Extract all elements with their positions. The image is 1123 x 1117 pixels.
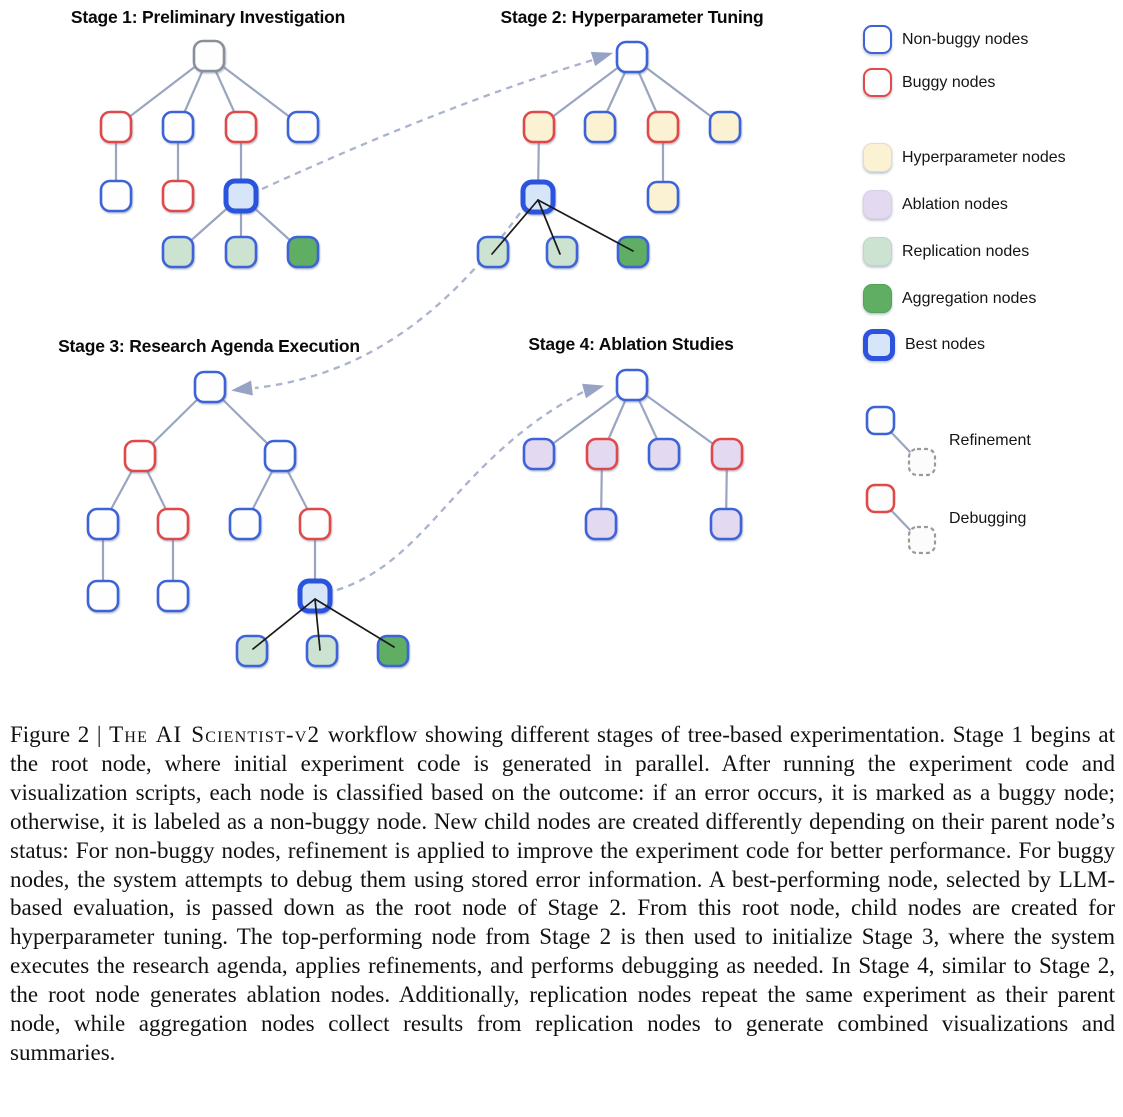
s4-ablation-node xyxy=(711,509,741,539)
legend-label: Best nodes xyxy=(905,336,986,353)
legend-label: Debugging xyxy=(949,510,1027,527)
stage3-edges xyxy=(103,387,315,596)
refinement-edge-icon xyxy=(863,403,943,479)
s1-nonbuggy-node xyxy=(101,181,131,211)
caption-prefix: Figure 2 | xyxy=(10,722,110,747)
buggy-node-swatch xyxy=(863,68,892,97)
stage1-nodes xyxy=(101,41,318,267)
s2-hyperparameter-buggy-node xyxy=(648,112,678,142)
stage2-edges xyxy=(538,57,725,197)
s1-buggy-node xyxy=(163,181,193,211)
s4-ablation-node xyxy=(524,439,554,469)
s3-buggy-node xyxy=(125,441,155,471)
legend-item xyxy=(863,284,1036,313)
s1-aggregation-node xyxy=(288,237,318,267)
legend-item xyxy=(863,68,995,97)
s1-replication-node xyxy=(163,237,193,267)
stage4-nodes xyxy=(524,370,742,539)
s1-best-node xyxy=(226,181,256,211)
non-buggy-node-swatch xyxy=(863,25,892,54)
caption-body: workflow showing different stages of tree-based experimentation. Stage 1 begins at the root node, where initial experiment code is generated in parallel. After running the experiment code and visualization scripts, each node is classified based on the outcome: if an error occurs, it is marked as a buggy node; otherwise, it is labeled as a non-buggy node. New child nodes are created differently depending on their parent node’s status: For non-buggy nodes, refinement is applied to improve the experiment code for better performance. For buggy nodes, the system attempts to debug them using stored error information. A best-performing node, selected by LLM-based evaluation, is passed down as the root node of Stage 2. From this root node, child nodes are created for hyperparameter tuning. The top-performing node from Stage 2 is then used to initialize Stage 3, where the system executes the research agenda, applies refinements, and performs debugging as needed. In Stage 4, similar to Stage 2, the root node generates ablation nodes. Additionally, replication nodes repeat the same experiment as their parent node, while aggregation nodes collect results from replication nodes to generate combined visualizations and summaries. xyxy=(10,722,1115,1065)
legend xyxy=(863,0,1123,695)
legend-label: Non-buggy nodes xyxy=(902,30,1029,48)
s4-ablation-buggy-node xyxy=(712,439,742,469)
arrowhead-s2-icon xyxy=(591,46,615,66)
stage1-title: Stage 1: Preliminary Investigation xyxy=(70,7,346,27)
legend-label: Aggregation nodes xyxy=(902,289,1037,307)
legend-item xyxy=(863,237,1029,266)
stage4-title: Stage 4: Ablation Studies xyxy=(528,334,734,354)
legend-item xyxy=(863,329,985,361)
hyperparameter-node-swatch xyxy=(863,143,892,172)
s2-best-node xyxy=(523,182,553,212)
s3-buggy-node xyxy=(300,509,330,539)
s1-replication-node xyxy=(226,237,256,267)
figure-caption xyxy=(10,721,1115,1068)
s3-replication-node xyxy=(307,636,337,666)
arrowhead-s3-icon xyxy=(230,381,253,398)
legend-refinement xyxy=(863,403,1031,479)
s3-nonbuggy-node xyxy=(265,441,295,471)
s1-root-node xyxy=(194,41,224,71)
caption-system-name: The AI Scientist-v2 xyxy=(109,722,321,747)
stage2-title: Stage 2: Hyperparameter Tuning xyxy=(500,7,764,27)
legend-label: Ablation nodes xyxy=(902,195,1008,213)
legend-item xyxy=(863,25,1028,54)
ablation-node-swatch xyxy=(863,190,892,219)
s4-ablation-node xyxy=(649,439,679,469)
s4-ablation-node xyxy=(586,509,616,539)
legend-label: Hyperparameter nodes xyxy=(902,148,1066,166)
stage1-edges xyxy=(116,56,303,252)
legend-label: Replication nodes xyxy=(902,242,1030,260)
legend-item xyxy=(863,143,1066,172)
replication-node-swatch xyxy=(863,237,892,266)
s2-hyperparameter-node xyxy=(710,112,740,142)
s1-buggy-node xyxy=(101,112,131,142)
s2-root-node xyxy=(617,42,647,72)
s3-root-node xyxy=(195,372,225,402)
s1-nonbuggy-node xyxy=(288,112,318,142)
s3-nonbuggy-node xyxy=(230,509,260,539)
best-node-swatch xyxy=(863,329,895,361)
s3-buggy-node xyxy=(158,509,188,539)
transition-s3-to-s4 xyxy=(337,392,583,590)
aggregation-node-swatch xyxy=(863,284,892,313)
s2-replication-node xyxy=(547,237,577,267)
s2-hyperparameter-node xyxy=(585,112,615,142)
arrowhead-s4-icon xyxy=(582,378,606,398)
legend-label: Refinement xyxy=(949,432,1031,449)
s4-ablation-buggy-node xyxy=(587,439,617,469)
s3-nonbuggy-node xyxy=(88,581,118,611)
s2-hyperparameter-node xyxy=(648,182,678,212)
s3-nonbuggy-node xyxy=(88,509,118,539)
legend-label: Buggy nodes xyxy=(902,73,996,91)
s2-aggregation-node xyxy=(618,237,648,267)
s3-nonbuggy-node xyxy=(158,581,188,611)
s2-hyperparameter-buggy-node xyxy=(524,112,554,142)
stage3-title: Stage 3: Research Agenda Execution xyxy=(58,336,360,356)
stage3-nodes xyxy=(88,372,408,666)
debugging-edge-icon xyxy=(863,481,943,557)
stage4-edges xyxy=(539,385,727,524)
s1-buggy-node xyxy=(226,112,256,142)
s1-nonbuggy-node xyxy=(163,112,193,142)
s4-root-node xyxy=(617,370,647,400)
legend-item xyxy=(863,190,1008,219)
legend-debugging xyxy=(863,481,1026,557)
stage2-nodes xyxy=(478,42,740,267)
